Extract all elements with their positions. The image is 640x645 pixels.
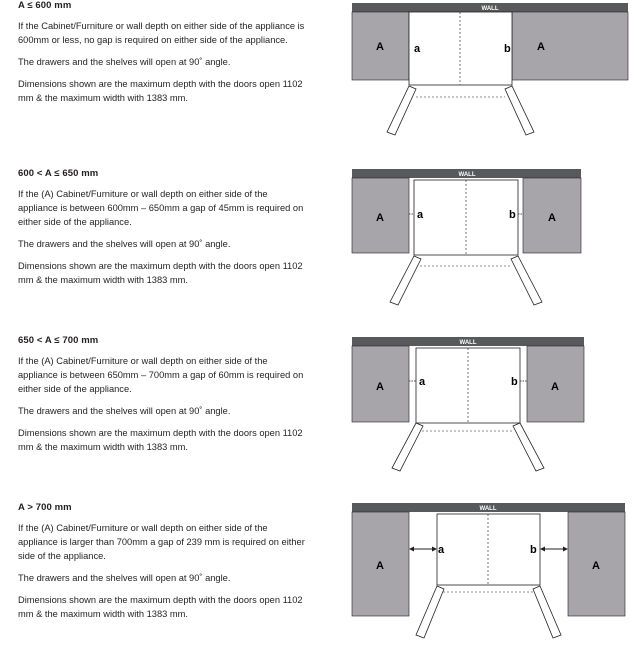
dimensions-note: Dimensions shown are the maximum depth with the doors open 1102 mm & the maximum width with 1383 mm. [18, 261, 303, 285]
section-2-diagram [340, 166, 640, 311]
dimensions-note: Dimensions shown are the maximum depth with the doors open 1102 mm & the maximum width with 1383 mm. [18, 79, 303, 103]
angle-note: The drawers and the shelves will open at 90˚ angle. [18, 239, 231, 249]
section-heading: A ≤ 600 mm [18, 0, 72, 11]
appliance [437, 514, 540, 585]
section-3-text [18, 335, 308, 462]
right-door [533, 586, 561, 638]
angle-note: The drawers and the shelves will open at 90˚ angle. [18, 573, 231, 583]
left-door [387, 86, 416, 135]
right-door [513, 423, 544, 471]
left-cabinet-label: A [376, 41, 384, 53]
left-cabinet-label: A [376, 212, 384, 224]
section-3-diagram [340, 334, 640, 479]
section-heading: 650 < A ≤ 700 mm [18, 335, 99, 346]
gap-label-a: a [419, 376, 426, 388]
right-cabinet-label: A [548, 212, 556, 224]
section-description: If the (A) Cabinet/Furniture or wall depth on either side of the appliance is between 600mm – 650mm a gap of 45mm is required on either side of the appliance. [18, 189, 304, 227]
section-1-text [18, 0, 308, 113]
right-cabinet-label: A [537, 41, 545, 53]
angle-note: The drawers and the shelves will open at 90˚ angle. [18, 57, 231, 67]
left-door [392, 423, 423, 471]
section-description: If the (A) Cabinet/Furniture or wall depth on either side of the appliance is between 650mm – 700mm a gap of 60mm is required on either side of the appliance. [18, 356, 304, 394]
section-1-diagram [340, 0, 640, 145]
gap-label-b: b [504, 43, 511, 55]
section-heading: A > 700 mm [18, 502, 72, 513]
right-cabinet-label: A [592, 560, 600, 572]
gap-arrow-left-head-l [409, 547, 414, 552]
gap-label-b: b [530, 544, 537, 556]
right-door [511, 256, 542, 305]
gap-arrow-right-head-l [540, 547, 545, 552]
section-2-text [18, 168, 308, 295]
gap-label-b: b [511, 376, 518, 388]
gap-label-a: a [417, 209, 424, 221]
right-cabinet [512, 12, 628, 80]
right-cabinet-label: A [551, 381, 559, 393]
left-door [390, 256, 421, 305]
section-description: If the (A) Cabinet/Furniture or wall depth on either side of the appliance is larger than 700mm a gap of 239 mm is required on either side of the appliance. [18, 523, 305, 561]
left-cabinet-label: A [376, 381, 384, 393]
section-4-diagram [340, 500, 640, 640]
gap-arrow-right-head-r [563, 547, 568, 552]
gap-arrow-left-head-r [432, 547, 437, 552]
gap-label-b: b [509, 209, 516, 221]
dimensions-note: Dimensions shown are the maximum depth with the doors open 1102 mm & the maximum width with 1383 mm. [18, 428, 303, 452]
section-4-text [18, 502, 308, 629]
left-cabinet-label: A [376, 560, 384, 572]
angle-note: The drawers and the shelves will open at 90˚ angle. [18, 406, 231, 416]
wall-label: WALL [458, 172, 476, 178]
wall-label: WALL [479, 506, 497, 512]
gap-label-a: a [414, 43, 421, 55]
appliance [409, 12, 512, 85]
left-door [416, 586, 444, 638]
section-heading: 600 < A ≤ 650 mm [18, 168, 99, 179]
section-description: If the Cabinet/Furniture or wall depth on either side of the appliance is 600mm or less, no gap is required on either side of the appliance. [18, 21, 305, 45]
gap-label-a: a [438, 544, 445, 556]
right-door [505, 86, 534, 135]
wall-label: WALL [459, 340, 477, 346]
wall-label: WALL [481, 6, 499, 12]
dimensions-note: Dimensions shown are the maximum depth with the doors open 1102 mm & the maximum width with 1383 mm. [18, 595, 303, 619]
